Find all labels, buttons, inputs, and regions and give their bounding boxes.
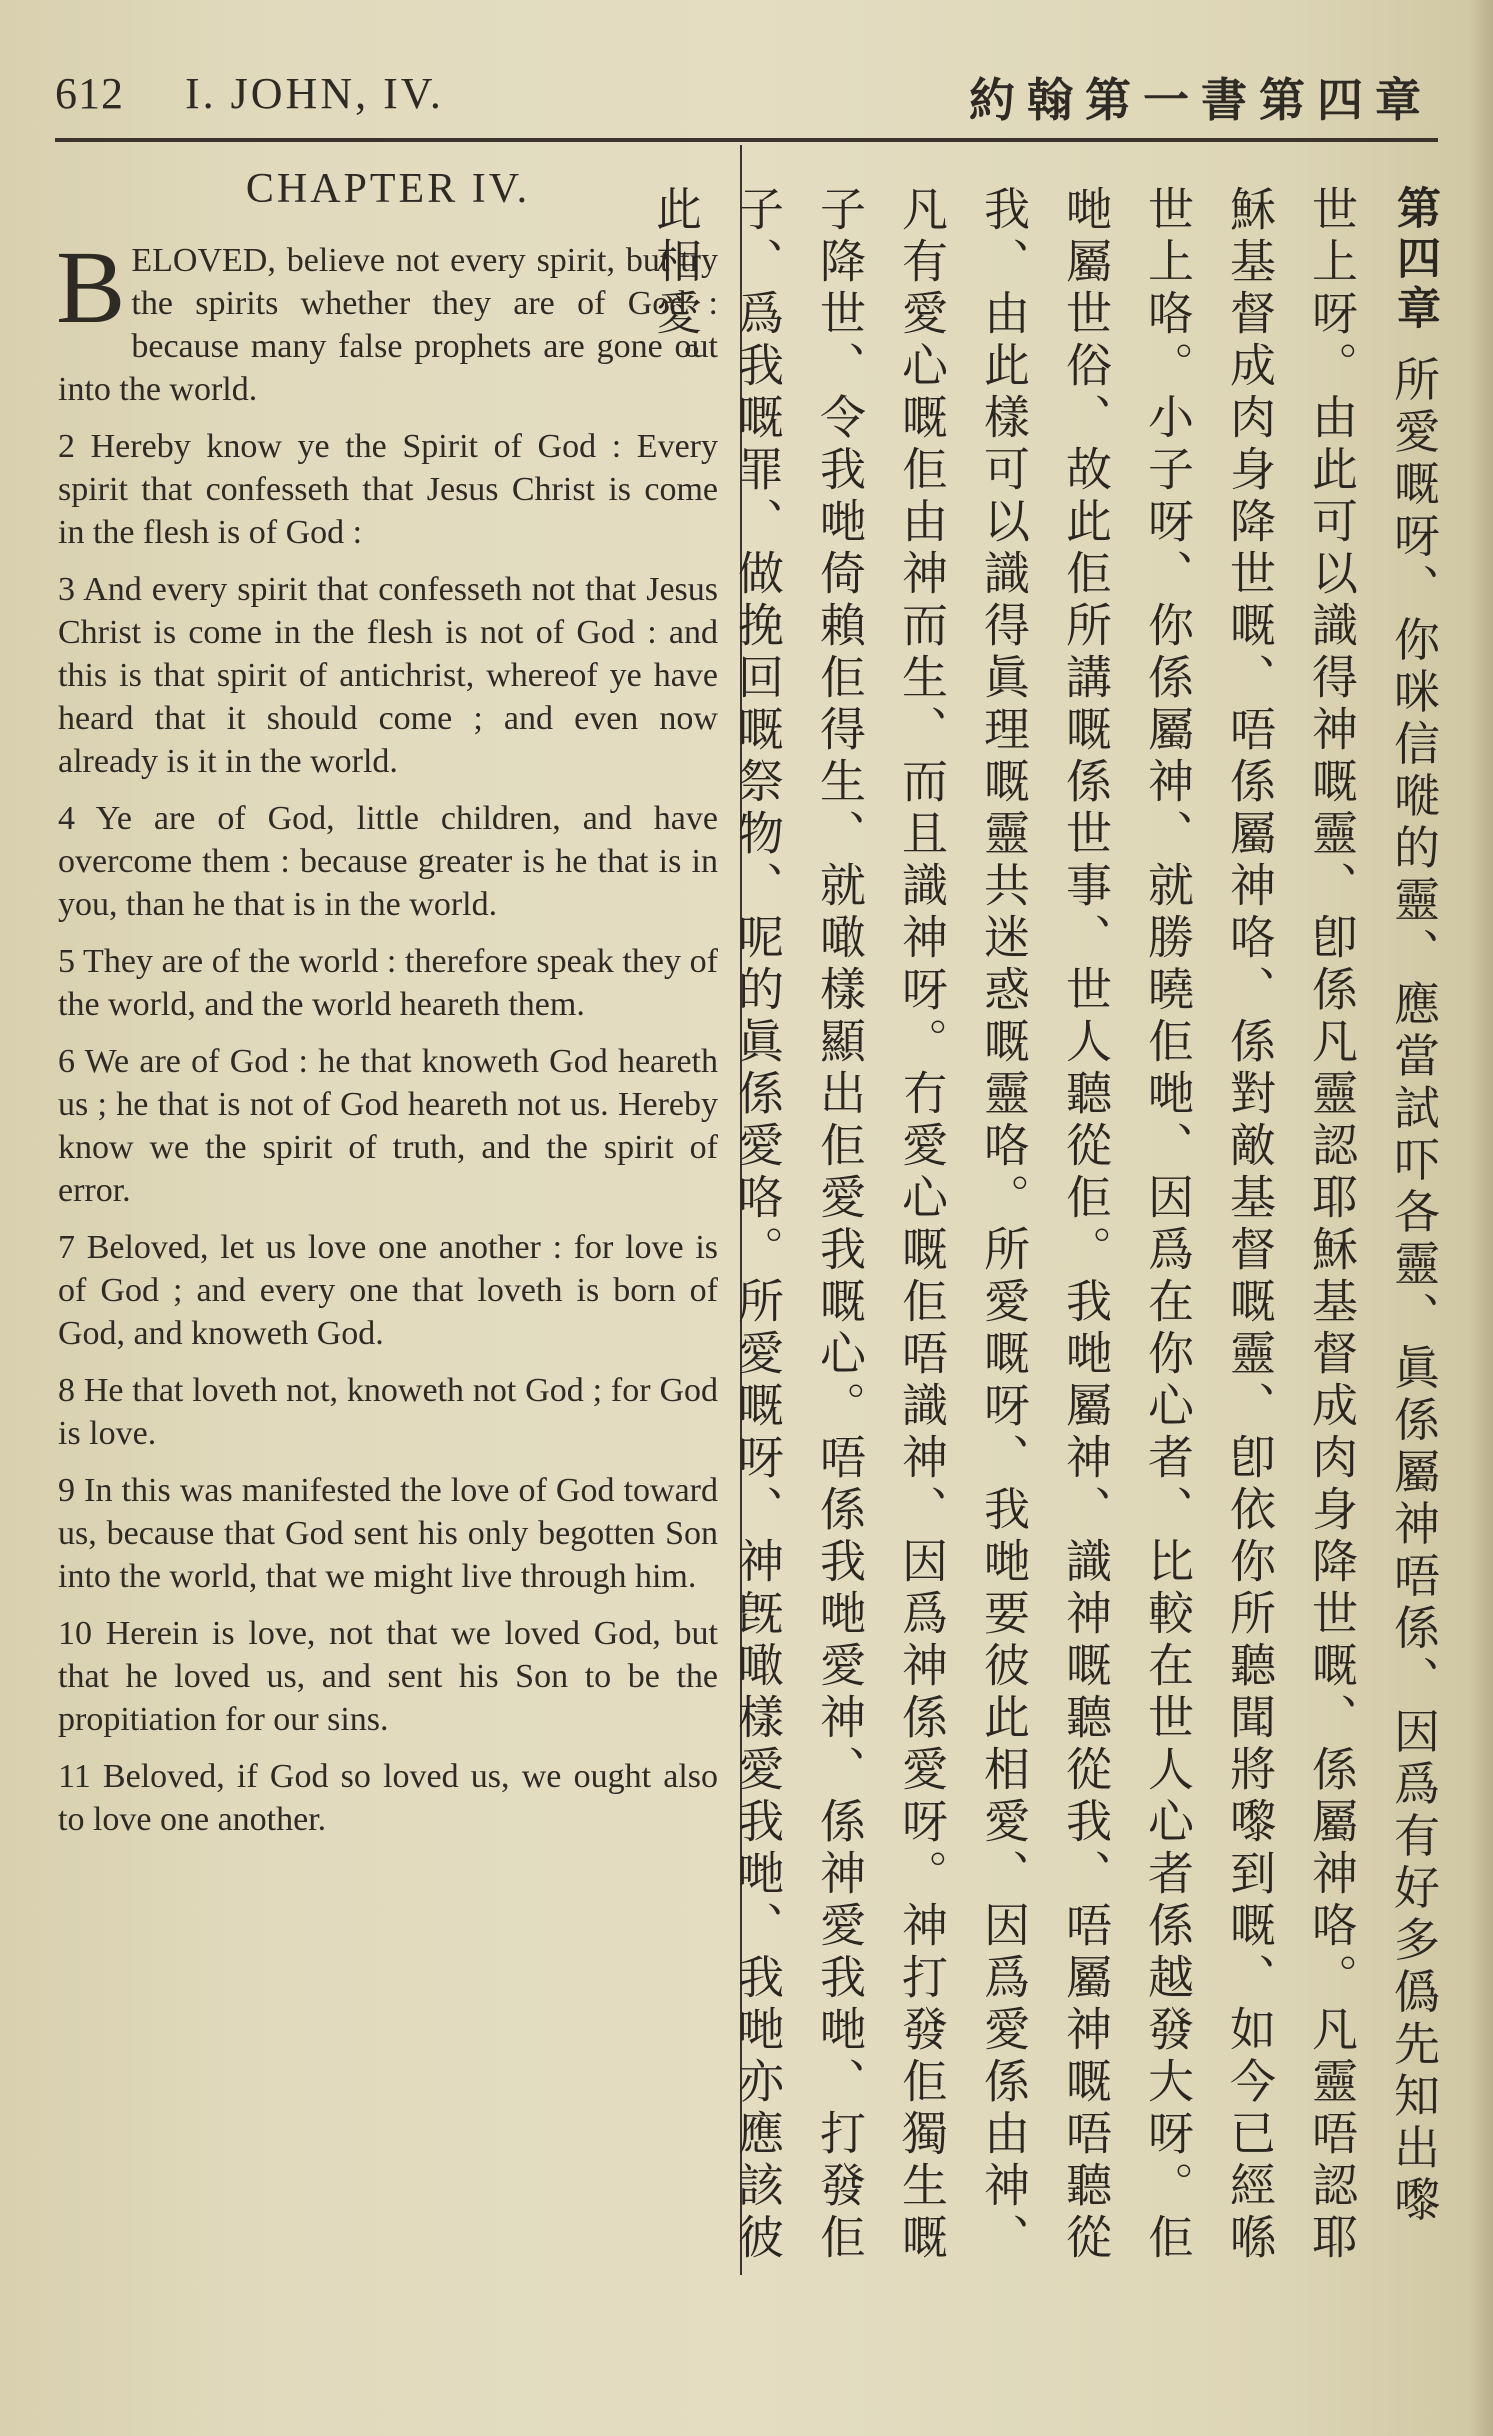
chapter-title: CHAPTER IV.	[245, 166, 531, 212]
verse-10: 10 Herein is love, not that we loved God, but that he loved us, and sent his Son to be the propitiation for our sins.	[58, 1615, 718, 1738]
verse-2: 2 Hereby know ye the Spirit of God : Every spirit that confesseth that Jesus Christ is come in the flesh is of God :	[58, 428, 718, 551]
verse-1-text: ELOVED, believe not every spirit, but try the spirits whether they are of God : because many false prophets are gone out into the world.	[58, 242, 718, 408]
verse-3: 3 And every spirit that confesseth not that Jesus Christ is come in the flesh is not of God : and this is that spirit of antichrist, whereof ye have heard that it should come ; and even now already is it in the world.	[58, 571, 718, 780]
book-title-chinese: 約翰第一書第四章	[969, 73, 1433, 127]
chinese-chapter-title: 第四章	[1389, 185, 1440, 335]
verse-6: 6 We are of God : he that knoweth God heareth us ; he that is not of God heareth not us. Hereby know we the spirit of truth, and the spirit of error.	[58, 1043, 718, 1209]
verse-1	[56, 230, 718, 411]
running-header	[55, 60, 1433, 130]
drop-cap: B	[56, 230, 126, 345]
header-rule	[55, 138, 1438, 142]
verse-5: 5 They are of the world : therefore speak they of the world, and the world heareth them.	[58, 943, 718, 1023]
english-column	[58, 165, 718, 1855]
verse-7: 7 Beloved, let us love one another : for love is of God ; and every one that loveth is born of God, and knoweth God.	[58, 1229, 718, 1352]
book-title: I. JOHN, IV.	[185, 69, 444, 118]
page-number: 612	[55, 69, 124, 118]
page-edge-shadow	[1469, 0, 1493, 2436]
chinese-column	[649, 185, 1455, 2270]
verse-4: 4 Ye are of God, little children, and have overcome them : because greater is he that is in you, than he that is in the world.	[58, 800, 718, 923]
verse-8: 8 He that loveth not, knoweth not God ; for God is love.	[58, 1372, 718, 1452]
verse-11: 11 Beloved, if God so loved us, we ought also to love one another.	[58, 1758, 718, 1838]
verse-9: 9 In this was manifested the love of God toward us, because that God sent his only begotten Son into the world, that we might live through him.	[58, 1472, 718, 1595]
chinese-text: 所愛嘅呀、你咪信嘥的靈、應當試吓各靈、眞係屬神唔係、因爲有好多僞先知出嚟世上呀。由此可以識得神嘅靈、卽係凡靈認耶穌基督成肉身降世嘅、係屬神咯。凡靈唔認耶穌基督成肉身降世嘅、唔係屬神咯、係對敵基督嘅靈、卽依你所聽聞將嚟到嘅、如今已經喺世上咯。小子呀、你係屬神、就勝曉佢哋、因爲在你心者、比較在世人心者係越發大呀。佢哋屬世俗、故此佢所講嘅係世事、世人聽從佢。我哋屬神、識神嘅聽從我、唔屬神嘅唔聽從我、由此樣可以識得眞理嘅靈共迷惑嘅靈咯。所愛嘅呀、我哋要彼此相愛、因爲愛係由神、凡有愛心嘅佢由神而生、而且識神呀。冇愛心嘅佢唔識神、因爲神係愛呀。神打發佢獨生嘅子降世、令我哋倚賴佢得生、就噉樣顯出佢愛我嘅心。唔係我哋愛神、係神愛我哋、打發佢子、爲我嘅罪、做挽回嘅祭物、呢的眞係愛咯。所愛嘅呀、神旣噉樣愛我哋、我哋亦應該彼此相愛。	[649, 185, 1441, 2265]
